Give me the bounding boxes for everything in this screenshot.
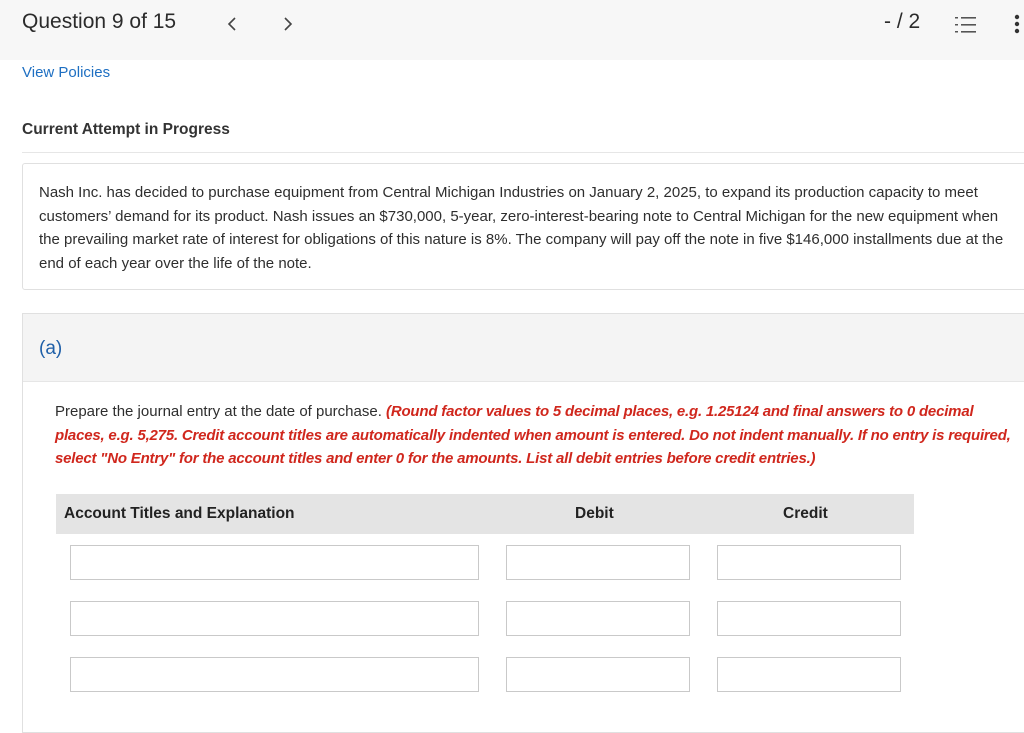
problem-text: Nash Inc. has decided to purchase equipment from Central Michigan Industries on January 2, 2025, to expand its production capacity to meet customers’ demand for its product. Nash issues an $730,000, 5-year, zero-interest-bearing note to Central Michigan for the new equipment when the prevailing market rate of interest for obligations of this nature is 8%. The company will pay off the note in five $146,000 installments due at the end of each year over the life of the note. — [39, 184, 1004, 272]
part-instructions — [55, 400, 1017, 471]
column-header-debit: Debit — [575, 505, 614, 522]
instruction-text: Prepare the journal entry at the date of purchase. — [55, 403, 387, 420]
account-title-input-2[interactable] — [70, 601, 479, 636]
credit-input-1[interactable] — [717, 545, 901, 580]
part-label: (a) — [39, 338, 63, 359]
column-header-credit: Credit — [783, 505, 828, 522]
question-title: Question 9 of 15 — [22, 10, 177, 33]
debit-input-2[interactable] — [506, 601, 690, 636]
chevron-right-icon — [282, 16, 294, 32]
more-vertical-icon — [1010, 14, 1024, 36]
view-policies-link[interactable]: View Policies — [22, 64, 111, 81]
credit-input-2[interactable] — [717, 601, 901, 636]
chevron-left-icon — [226, 16, 238, 32]
numbered-list-icon — [955, 14, 977, 36]
question-score: - / 2 — [884, 10, 921, 33]
instruction-rounding-note: (Round factor values to 5 decimal places, e.g. 1.25124 and final answers to 0 decimal places, e.g. 5,275. Credit account titles are automatically indented when amount is entered. Do not indent manually. If no entry is required, select "No Entry" for the account titles and enter 0 for the amounts. List all debit entries before credit entries.) — [55, 403, 1011, 467]
problem-statement-box — [22, 163, 1024, 290]
more-options-button[interactable] — [1010, 14, 1024, 36]
divider — [22, 152, 1024, 153]
next-question-button[interactable] — [278, 10, 298, 38]
account-title-input-1[interactable] — [70, 545, 479, 580]
account-title-input-3[interactable] — [70, 657, 479, 692]
question-list-button[interactable] — [955, 14, 977, 36]
attempt-status: Current Attempt in Progress — [22, 121, 230, 138]
debit-input-3[interactable] — [506, 657, 690, 692]
column-header-account: Account Titles and Explanation — [64, 505, 295, 522]
part-header — [23, 314, 1024, 382]
credit-input-3[interactable] — [717, 657, 901, 692]
journal-table-header — [56, 494, 914, 534]
previous-question-button[interactable] — [222, 10, 242, 38]
question-header-bar — [0, 0, 1024, 60]
question-part-a — [22, 313, 1024, 733]
debit-input-1[interactable] — [506, 545, 690, 580]
